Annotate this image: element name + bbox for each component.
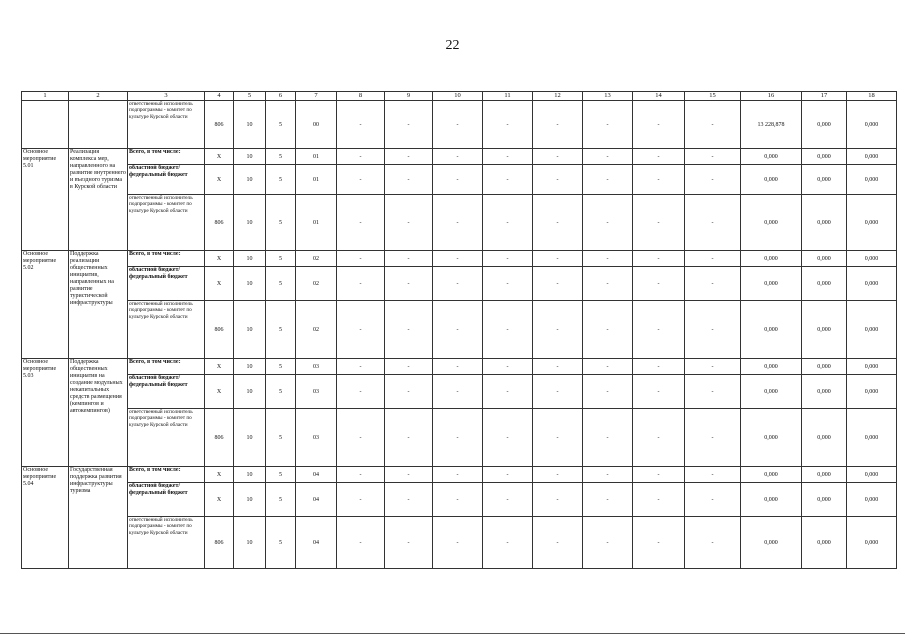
table-row [22,149,897,165]
value-cell-col-14: - [633,467,685,483]
value-cell-col-10: - [433,375,483,409]
value-cell-col-18: 0,000 [847,165,897,195]
value-cell-col-13: - [583,375,633,409]
value-cell-col-5: 10 [234,483,266,517]
value-cell-col-12: - [533,483,583,517]
table-row [22,517,897,569]
column-header-12: 12 [533,92,583,101]
value-cell-col-9: - [385,165,433,195]
value-cell-col-8: - [337,483,385,517]
value-cell-col-16: 0,000 [741,267,802,301]
value-cell-col-9: - [385,375,433,409]
funding-source-cell: ответственный исполнитель подпрограммы - комитет по культуре Курской области [128,301,205,359]
value-cell-col-13: - [583,409,633,467]
value-cell-col-16: 0,000 [741,375,802,409]
value-cell-col-7: 03 [296,375,337,409]
column-header-13: 13 [583,92,633,101]
value-cell-col-9: - [385,359,433,375]
value-cell-col-16: 0,000 [741,359,802,375]
value-cell-col-16: 0,000 [741,517,802,569]
funding-source-cell: Всего, в том числе: [128,251,205,267]
funding-source-cell: ответственный исполнитель подпрограммы - комитет по культуре Курской области [128,517,205,569]
value-cell-col-6: 5 [266,359,296,375]
funding-source-cell: Всего, в том числе: [128,359,205,375]
value-cell-col-17: 0,000 [802,101,847,149]
activity-name-cell: Реализация комплекса мер, направленного на развитие внутреннего и въездного туризма в Курской области [69,149,128,251]
funding-source-cell: ответственный исполнитель подпрограммы - комитет по культуре Курской области [128,101,205,149]
value-cell-col-5: 10 [234,409,266,467]
value-cell-col-15: - [685,101,741,149]
value-cell-col-10: - [433,409,483,467]
value-cell-col-12: - [533,101,583,149]
value-cell-col-4: Х [205,251,234,267]
value-cell-col-15: - [685,165,741,195]
value-cell-col-7: 03 [296,409,337,467]
column-header-2: 2 [69,92,128,101]
value-cell-col-4: Х [205,375,234,409]
value-cell-col-5: 10 [234,195,266,251]
value-cell-col-6: 5 [266,409,296,467]
value-cell-col-10: - [433,301,483,359]
table-row [22,375,897,409]
value-cell-col-13: - [583,195,633,251]
value-cell-col-11: - [483,483,533,517]
value-cell-col-18: 0,000 [847,149,897,165]
value-cell-col-5: 10 [234,467,266,483]
funding-source-cell: ответственный исполнитель подпрограммы - комитет по культуре Курской области [128,409,205,467]
activity-code-cell: Основное мероприятие 5.04 [22,467,69,569]
value-cell-col-15: - [685,251,741,267]
value-cell-col-5: 10 [234,101,266,149]
funding-source-cell: областной бюджет/ федеральный бюджет [128,375,205,409]
value-cell-col-8: - [337,251,385,267]
value-cell-col-16: 0,000 [741,149,802,165]
value-cell-col-11: - [483,467,533,483]
value-cell-col-17: 0,000 [802,375,847,409]
value-cell-col-7: 04 [296,517,337,569]
value-cell-col-10: - [433,251,483,267]
value-cell-col-4: 806 [205,195,234,251]
value-cell-col-4: 806 [205,101,234,149]
value-cell-col-8: - [337,409,385,467]
value-cell-col-9: - [385,195,433,251]
activity-name-cell: Поддержка реализации общественных инициатив, направленных на развитие туристической инфраструктуры [69,251,128,359]
value-cell-col-4: 806 [205,409,234,467]
page-number: 22 [445,38,460,53]
value-cell-col-18: 0,000 [847,375,897,409]
value-cell-col-6: 5 [266,165,296,195]
value-cell-col-7: 01 [296,195,337,251]
table-row [22,359,897,375]
value-cell-col-7: 03 [296,359,337,375]
value-cell-col-12: - [533,165,583,195]
value-cell-col-7: 00 [296,101,337,149]
value-cell-col-15: - [685,149,741,165]
table-row [22,251,897,267]
value-cell-col-9: - [385,301,433,359]
value-cell-col-14: - [633,301,685,359]
value-cell-col-18: 0,000 [847,301,897,359]
column-header-15: 15 [685,92,741,101]
value-cell-col-12: - [533,267,583,301]
funding-source-cell: Всего, в том числе: [128,467,205,483]
value-cell-col-8: - [337,467,385,483]
column-header-7: 7 [296,92,337,101]
value-cell-col-12: - [533,467,583,483]
value-cell-col-14: - [633,101,685,149]
value-cell-col-11: - [483,301,533,359]
value-cell-col-13: - [583,149,633,165]
value-cell-col-14: - [633,375,685,409]
value-cell-col-13: - [583,467,633,483]
column-header-1: 1 [22,92,69,101]
value-cell-col-9: - [385,101,433,149]
column-header-5: 5 [234,92,266,101]
value-cell-col-16: 0,000 [741,301,802,359]
column-header-9: 9 [385,92,433,101]
value-cell-col-9: - [385,251,433,267]
value-cell-col-14: - [633,517,685,569]
value-cell-col-15: - [685,267,741,301]
value-cell-col-17: 0,000 [802,301,847,359]
value-cell-col-8: - [337,195,385,251]
value-cell-col-4: Х [205,267,234,301]
activity-name-cell: Государственная поддержка развития инфраструктуры туризма [69,467,128,569]
value-cell-col-7: 02 [296,267,337,301]
page-bottom-border [0,633,905,634]
value-cell-col-8: - [337,517,385,569]
value-cell-col-13: - [583,267,633,301]
value-cell-col-10: - [433,149,483,165]
value-cell-col-17: 0,000 [802,165,847,195]
value-cell-col-9: - [385,517,433,569]
value-cell-col-8: - [337,149,385,165]
value-cell-col-5: 10 [234,517,266,569]
value-cell-col-13: - [583,483,633,517]
value-cell-col-9: - [385,467,433,483]
value-cell-col-16: 0,000 [741,165,802,195]
value-cell-col-6: 5 [266,467,296,483]
column-header-10: 10 [433,92,483,101]
activity-code-cell: Основное мероприятие 5.01 [22,149,69,251]
value-cell-col-4: 806 [205,517,234,569]
value-cell-col-17: 0,000 [802,251,847,267]
value-cell-col-15: - [685,301,741,359]
value-cell-col-13: - [583,517,633,569]
value-cell-col-18: 0,000 [847,267,897,301]
activity-name-cell: Поддержка общественных инициатив на создание модульных некапитальных средств размещения (кемпингов и автокемпингов) [69,359,128,467]
value-cell-col-4: Х [205,359,234,375]
value-cell-col-11: - [483,517,533,569]
value-cell-col-16: 0,000 [741,195,802,251]
value-cell-col-6: 5 [266,149,296,165]
value-cell-col-5: 10 [234,375,266,409]
column-header-16: 16 [741,92,802,101]
value-cell-col-12: - [533,359,583,375]
value-cell-col-6: 5 [266,301,296,359]
value-cell-col-6: 5 [266,195,296,251]
value-cell-col-5: 10 [234,267,266,301]
value-cell-col-16: 0,000 [741,251,802,267]
value-cell-col-6: 5 [266,101,296,149]
value-cell-col-15: - [685,467,741,483]
value-cell-col-9: - [385,409,433,467]
table-row [22,301,897,359]
column-header-14: 14 [633,92,685,101]
value-cell-col-17: 0,000 [802,517,847,569]
value-cell-col-5: 10 [234,165,266,195]
value-cell-col-13: - [583,359,633,375]
table-row [22,165,897,195]
value-cell-col-6: 5 [266,267,296,301]
value-cell-col-12: - [533,375,583,409]
value-cell-col-15: - [685,195,741,251]
value-cell-col-16: 0,000 [741,409,802,467]
value-cell-col-15: - [685,483,741,517]
value-cell-col-13: - [583,165,633,195]
value-cell-col-7: 02 [296,251,337,267]
value-cell-col-4: Х [205,467,234,483]
table-row [22,195,897,251]
column-header-8: 8 [337,92,385,101]
value-cell-col-18: 0,000 [847,483,897,517]
value-cell-col-4: Х [205,165,234,195]
value-cell-col-14: - [633,251,685,267]
value-cell-col-11: - [483,359,533,375]
value-cell-col-12: - [533,251,583,267]
funding-source-cell: Всего, в том числе: [128,149,205,165]
value-cell-col-8: - [337,301,385,359]
funding-source-cell: областной бюджет/ федеральный бюджет [128,165,205,195]
value-cell-col-11: - [483,149,533,165]
value-cell-col-18: 0,000 [847,251,897,267]
column-header-18: 18 [847,92,897,101]
table-header-row [22,92,897,101]
value-cell-col-18: 0,000 [847,409,897,467]
value-cell-col-17: 0,000 [802,409,847,467]
column-header-17: 17 [802,92,847,101]
value-cell-col-12: - [533,149,583,165]
value-cell-col-6: 5 [266,483,296,517]
value-cell-col-5: 10 [234,301,266,359]
budget-table [21,91,897,569]
activity-name-cell [69,101,128,149]
value-cell-col-18: 0,000 [847,359,897,375]
value-cell-col-7: 04 [296,483,337,517]
value-cell-col-14: - [633,149,685,165]
value-cell-col-4: Х [205,149,234,165]
value-cell-col-18: 0,000 [847,101,897,149]
value-cell-col-11: - [483,409,533,467]
value-cell-col-11: - [483,267,533,301]
value-cell-col-8: - [337,165,385,195]
value-cell-col-11: - [483,101,533,149]
table-row [22,267,897,301]
value-cell-col-7: 02 [296,301,337,359]
value-cell-col-10: - [433,101,483,149]
value-cell-col-8: - [337,101,385,149]
value-cell-col-12: - [533,409,583,467]
value-cell-col-10: - [433,165,483,195]
value-cell-col-9: - [385,267,433,301]
value-cell-col-14: - [633,409,685,467]
value-cell-col-11: - [483,251,533,267]
funding-source-cell: областной бюджет/ федеральный бюджет [128,483,205,517]
column-header-11: 11 [483,92,533,101]
value-cell-col-10: - [433,195,483,251]
value-cell-col-5: 10 [234,359,266,375]
value-cell-col-17: 0,000 [802,267,847,301]
value-cell-col-16: 0,000 [741,467,802,483]
value-cell-col-9: - [385,483,433,517]
value-cell-col-16: 13 228,878 [741,101,802,149]
column-header-4: 4 [205,92,234,101]
value-cell-col-6: 5 [266,251,296,267]
value-cell-col-8: - [337,359,385,375]
value-cell-col-11: - [483,165,533,195]
value-cell-col-10: - [433,467,483,483]
value-cell-col-10: - [433,267,483,301]
value-cell-col-4: Х [205,483,234,517]
value-cell-col-9: - [385,149,433,165]
value-cell-col-15: - [685,359,741,375]
value-cell-col-12: - [533,301,583,359]
value-cell-col-4: 806 [205,301,234,359]
value-cell-col-14: - [633,267,685,301]
value-cell-col-5: 10 [234,149,266,165]
value-cell-col-12: - [533,195,583,251]
column-header-3: 3 [128,92,205,101]
value-cell-col-18: 0,000 [847,517,897,569]
value-cell-col-6: 5 [266,375,296,409]
table-row [22,409,897,467]
value-cell-col-17: 0,000 [802,149,847,165]
value-cell-col-13: - [583,251,633,267]
value-cell-col-8: - [337,375,385,409]
funding-source-cell: ответственный исполнитель подпрограммы - комитет по культуре Курской области [128,195,205,251]
value-cell-col-7: 01 [296,165,337,195]
value-cell-col-17: 0,000 [802,195,847,251]
activity-code-cell: Основное мероприятие 5.03 [22,359,69,467]
value-cell-col-7: 04 [296,467,337,483]
value-cell-col-17: 0,000 [802,483,847,517]
value-cell-col-17: 0,000 [802,359,847,375]
value-cell-col-10: - [433,517,483,569]
value-cell-col-15: - [685,517,741,569]
activity-code-cell: Основное мероприятие 5.02 [22,251,69,359]
value-cell-col-16: 0,000 [741,483,802,517]
value-cell-col-11: - [483,195,533,251]
value-cell-col-18: 0,000 [847,467,897,483]
value-cell-col-12: - [533,517,583,569]
value-cell-col-14: - [633,165,685,195]
value-cell-col-13: - [583,301,633,359]
value-cell-col-11: - [483,375,533,409]
value-cell-col-5: 10 [234,251,266,267]
value-cell-col-17: 0,000 [802,467,847,483]
column-header-6: 6 [266,92,296,101]
value-cell-col-14: - [633,359,685,375]
value-cell-col-10: - [433,483,483,517]
value-cell-col-8: - [337,267,385,301]
table-row [22,467,897,483]
value-cell-col-15: - [685,375,741,409]
funding-source-cell: областной бюджет/ федеральный бюджет [128,267,205,301]
value-cell-col-14: - [633,483,685,517]
value-cell-col-7: 01 [296,149,337,165]
value-cell-col-13: - [583,101,633,149]
table-row [22,101,897,149]
value-cell-col-14: - [633,195,685,251]
table-row [22,483,897,517]
value-cell-col-18: 0,000 [847,195,897,251]
value-cell-col-6: 5 [266,517,296,569]
value-cell-col-15: - [685,409,741,467]
activity-code-cell [22,101,69,149]
value-cell-col-10: - [433,359,483,375]
